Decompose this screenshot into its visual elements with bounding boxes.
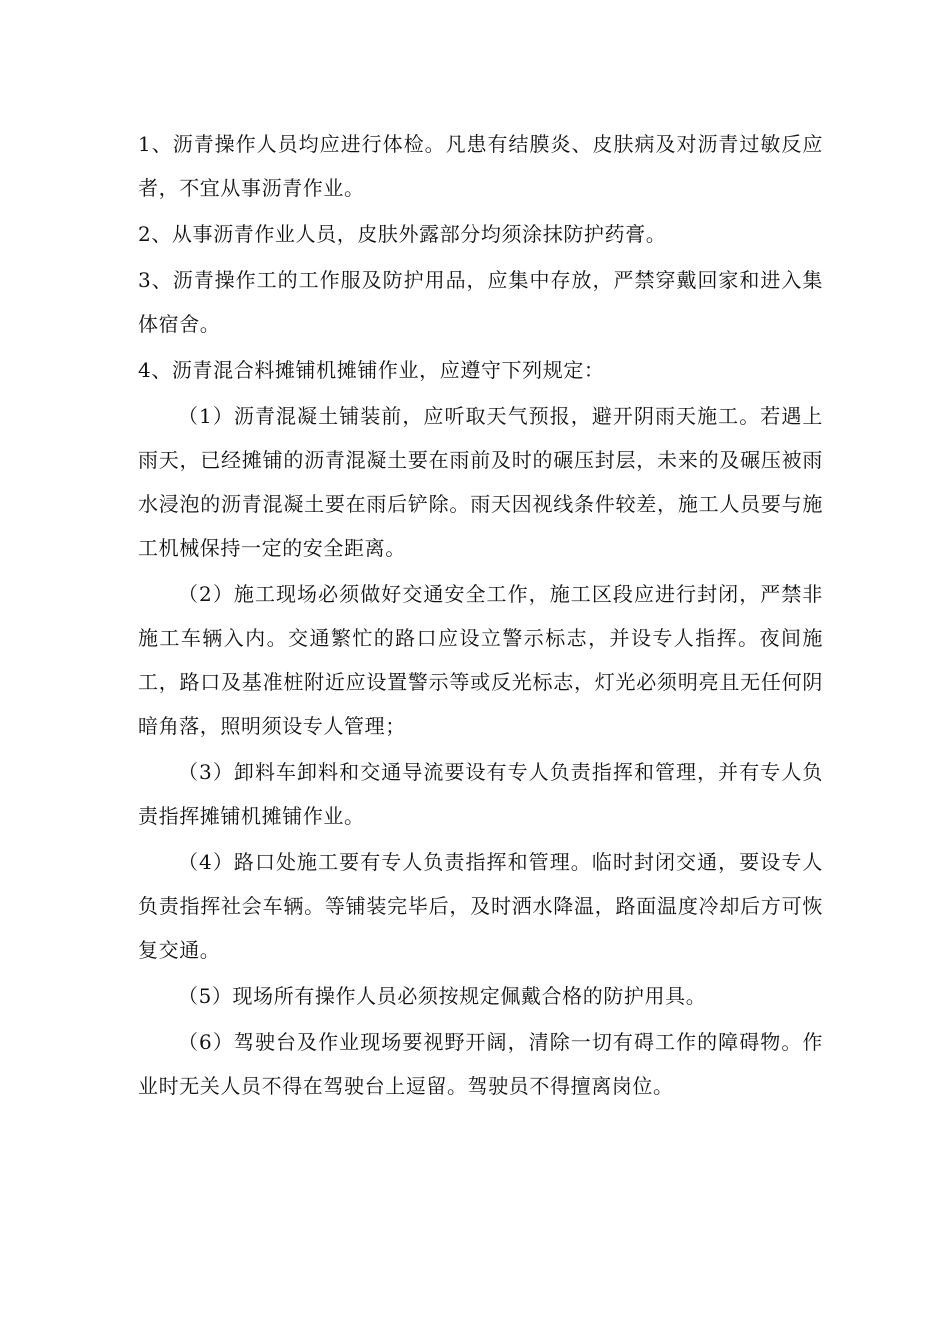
paragraph-2: 2、从事沥青作业人员，皮肤外露部分均须涂抹防护药膏。: [138, 222, 667, 246]
sub-item-3: （3）卸料车卸料和交通导流要设有专人负责指挥和管理，并有专人负责指挥摊铺机摊铺作业。: [138, 760, 823, 828]
paragraph-1: 1、沥青操作人员均应进行体检。凡患有结膜炎、皮肤病及对沥青过敏反应者，不宜从事沥青作业。: [138, 132, 823, 200]
paragraph-4: 4、沥青混合料摊铺机摊铺作业，应遵守下列规定：: [138, 358, 605, 382]
sub-item-4: （4）路口处施工要有专人负责指挥和管理。临时封闭交通，要设专人负责指挥社会车辆。等铺装完毕后，及时洒水降温，路面温度冷却后方可恢复交通。: [138, 850, 823, 962]
sub-item-1: （1）沥青混凝土铺装前，应听取天气预报，避开阴雨天施工。若遇上雨天，已经摊铺的沥青混凝土要在雨前及时的碾压封层，未来的及碾压被雨水浸泡的沥青混凝土要在雨后铲除。雨天因视线条件较差，施工人员要与施工机械保持一定的安全距离。: [138, 404, 823, 560]
document-page: [138, 122, 823, 1110]
sub-item-5: （5）现场所有操作人员必须按规定佩戴合格的防护用具。: [178, 984, 707, 1008]
sub-item-2: （2）施工现场必须做好交通安全工作，施工区段应进行封闭，严禁非施工车辆入内。交通繁忙的路口应设立警示标志，并设专人指挥。夜间施工，路口及基准桩附近应设置警示等或反光标志，灯光必须明亮且无任何阴暗角落，照明须设专人管理；: [138, 582, 823, 738]
sub-item-6: （6）驾驶台及作业现场要视野开阔，清除一切有碍工作的障碍物。作业时无关人员不得在驾驶台上逗留。驾驶员不得擅离岗位。: [138, 1030, 823, 1098]
paragraph-3: 3、沥青操作工的工作服及防护用品，应集中存放，严禁穿戴回家和进入集体宿舍。: [138, 268, 823, 336]
